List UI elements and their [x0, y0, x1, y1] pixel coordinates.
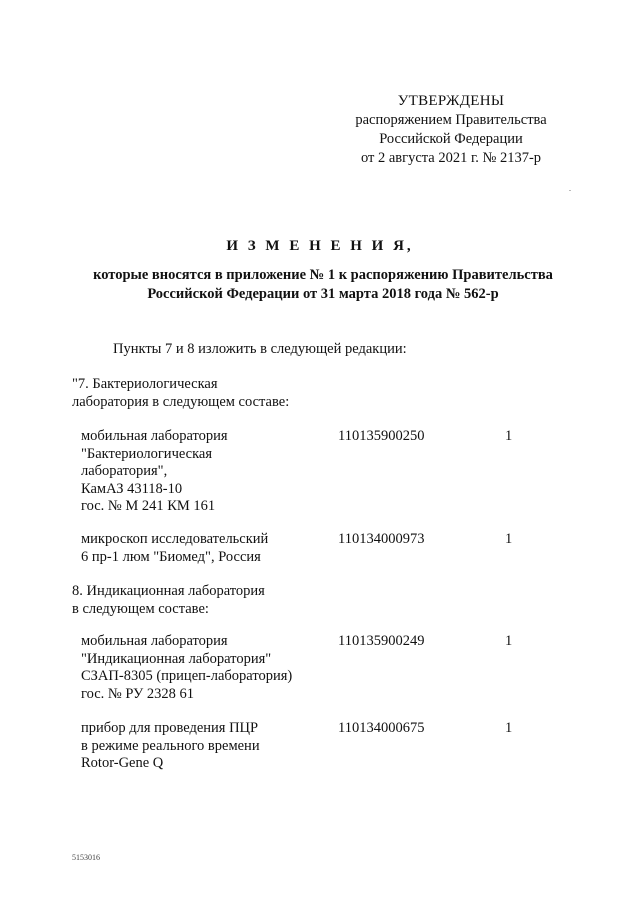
item-quantity: 1	[505, 633, 513, 649]
item-desc-line: в режиме реального времени	[81, 737, 260, 754]
footer-document-code: 5153016	[72, 853, 100, 862]
subtitle-line-2: Российской Федерации от 31 марта 2018 года № 562-р	[147, 286, 499, 302]
item-desc-line: микроскоп исследовательский	[81, 531, 269, 547]
item-quantity: 1	[505, 531, 513, 547]
section-7-heading-line-2: лаборатория в следующем составе:	[72, 394, 290, 410]
item-code: 110134000675	[338, 720, 425, 736]
approval-line-2: Российской Федерации	[379, 131, 523, 147]
section-7-heading-line-1: "7. Бактериологическая	[72, 376, 218, 392]
item-code: 110134000973	[338, 531, 425, 547]
document-subtitle	[40, 266, 606, 304]
item-desc-line: прибор для проведения ПЦР	[81, 720, 259, 736]
section-8-heading-line-2: в следующем составе:	[72, 601, 209, 617]
list-item-description	[81, 428, 228, 516]
approval-block	[340, 92, 562, 168]
item-desc-line: лаборатория",	[81, 463, 168, 479]
item-desc-line: СЗАП-8305 (прицеп-лаборатория)	[81, 668, 293, 684]
item-code: 110135900250	[338, 428, 425, 444]
approval-line-1: распоряжением Правительства	[355, 112, 547, 128]
item-desc-line: мобильная лаборатория	[81, 428, 228, 444]
approval-line-3: от 2 августа 2021 г. № 2137-р	[360, 150, 542, 166]
intro-paragraph: Пункты 7 и 8 изложить в следующей редакции:	[113, 341, 407, 357]
item-desc-line: "Индикационная лаборатория"	[81, 650, 272, 667]
item-desc-line: "Бактериологическая	[81, 445, 213, 462]
scan-speck	[569, 190, 571, 191]
item-quantity: 1	[505, 428, 513, 444]
item-code: 110135900249	[338, 633, 425, 649]
item-quantity: 1	[505, 720, 513, 736]
item-desc-line: 6 пр-1 люм "Биомед", Россия	[81, 548, 261, 565]
item-desc-line: КамАЗ 43118-10	[81, 480, 183, 497]
document-title: И З М Е Н Е Н И Я,	[226, 238, 414, 254]
list-item-description	[81, 531, 268, 566]
section-8-heading-line-1: 8. Индикационная лаборатория	[72, 583, 265, 599]
list-item-description	[81, 633, 292, 703]
subtitle-line-1: которые вносятся в приложение № 1 к распоряжению Правительства	[93, 267, 553, 283]
item-desc-line: мобильная лаборатория	[81, 633, 228, 649]
list-item-description	[81, 720, 260, 773]
item-desc-line: Rotor-Gene Q	[81, 755, 164, 771]
item-desc-line: гос. № РУ 2328 61	[81, 685, 195, 702]
item-desc-line: гос. № М 241 КМ 161	[81, 498, 216, 514]
approval-heading: УТВЕРЖДЕНЫ	[397, 93, 505, 109]
